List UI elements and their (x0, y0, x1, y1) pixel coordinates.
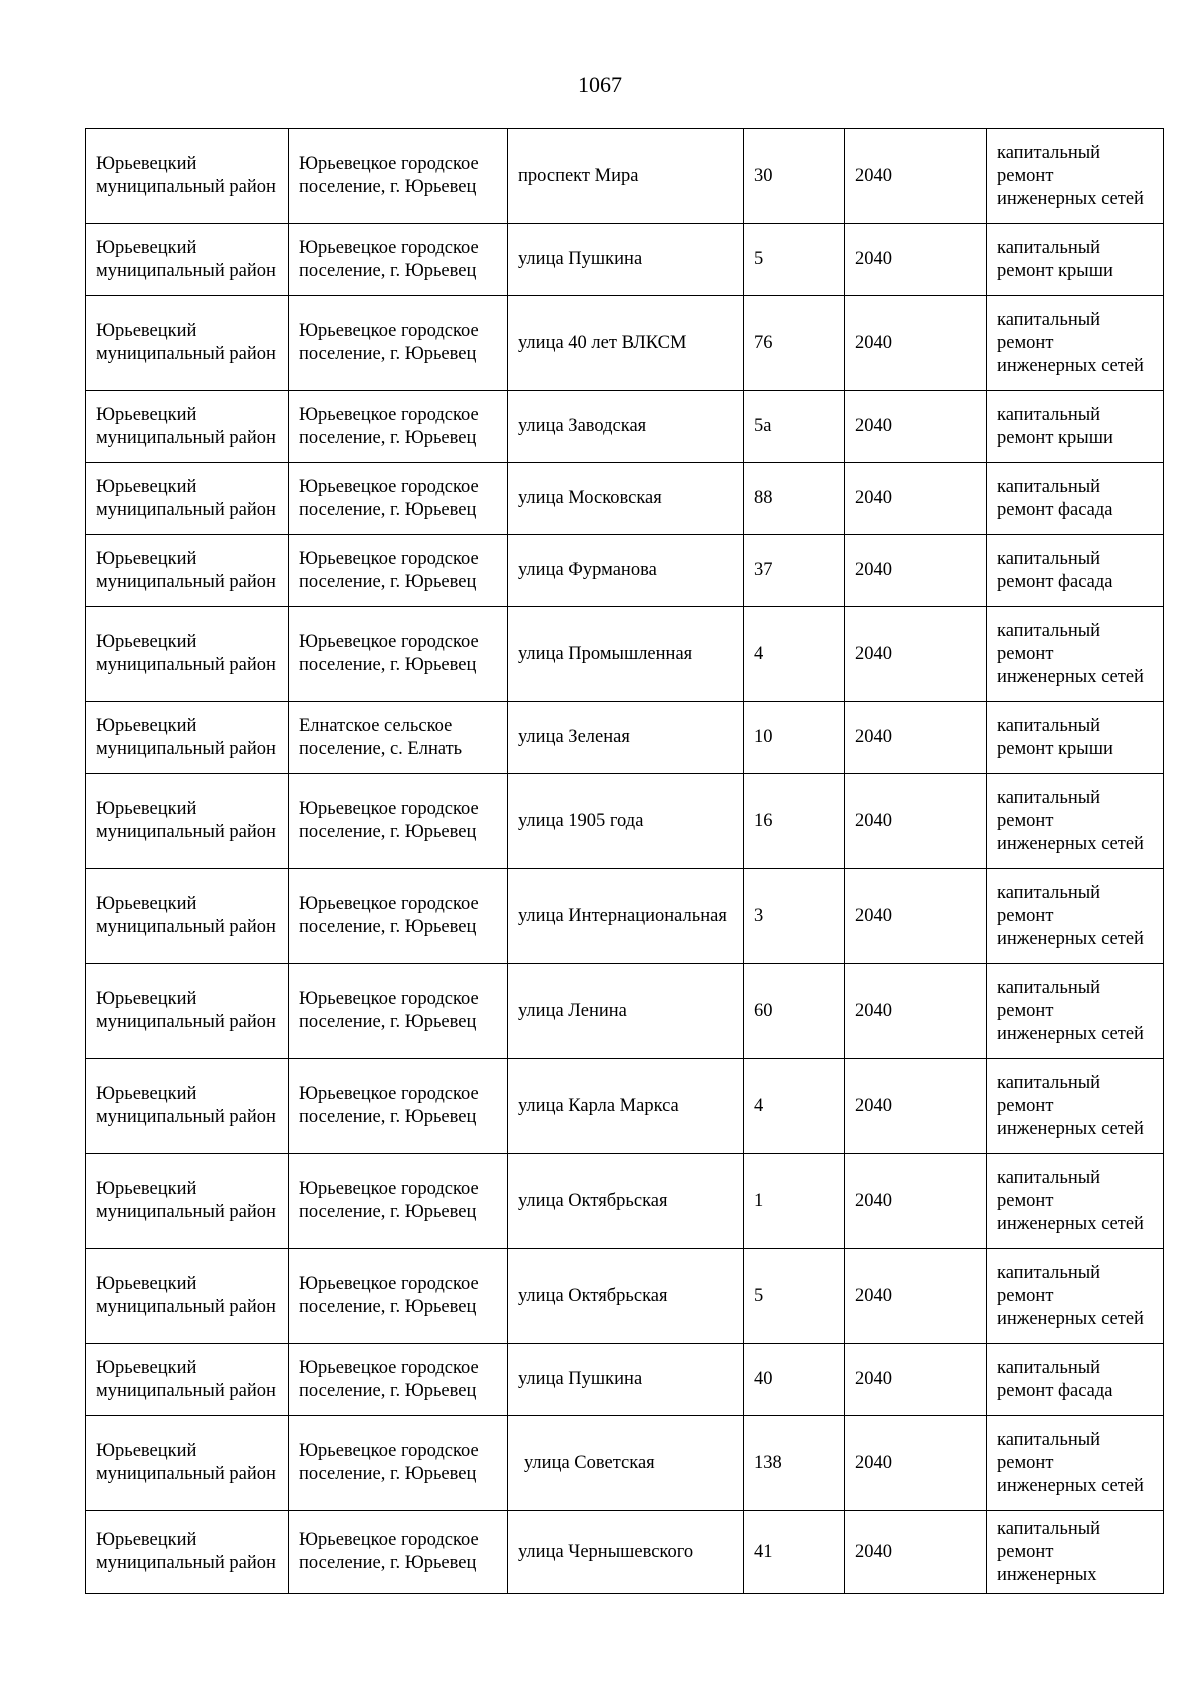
table-row (86, 1154, 1164, 1249)
settlement-cell: Юрьевецкое городское поселение, г. Юрьевец (289, 1511, 508, 1594)
settlement-cell: Елнатское сельское поселение, с. Елнать (289, 702, 508, 774)
work-type-cell: капитальный ремонт инженерных сетей (987, 607, 1164, 702)
street-cell: улица Чернышевского (508, 1511, 744, 1594)
district-cell: Юрьевецкий муниципальный район (86, 296, 289, 391)
year-cell: 2040 (845, 391, 987, 463)
district-cell: Юрьевецкий муниципальный район (86, 129, 289, 224)
house-number-cell: 41 (744, 1511, 845, 1594)
street-cell: улица Промышленная (508, 607, 744, 702)
settlement-cell: Юрьевецкое городское поселение, г. Юрьевец (289, 1059, 508, 1154)
district-cell: Юрьевецкий муниципальный район (86, 774, 289, 869)
year-cell: 2040 (845, 1059, 987, 1154)
street-cell: улица Советская (508, 1416, 744, 1511)
table-row (86, 964, 1164, 1059)
work-type-cell: капитальный ремонт инженерных сетей (987, 1059, 1164, 1154)
house-number-cell: 3 (744, 869, 845, 964)
street-cell: улица Ленина (508, 964, 744, 1059)
house-number-cell: 37 (744, 535, 845, 607)
district-cell: Юрьевецкий муниципальный район (86, 224, 289, 296)
work-type-cell: капитальный ремонт фасада (987, 1344, 1164, 1416)
year-cell: 2040 (845, 607, 987, 702)
street-cell: улица Октябрьская (508, 1154, 744, 1249)
settlement-cell: Юрьевецкое городское поселение, г. Юрьевец (289, 1249, 508, 1344)
house-number-cell: 1 (744, 1154, 845, 1249)
table-row (86, 1249, 1164, 1344)
settlement-cell: Юрьевецкое городское поселение, г. Юрьевец (289, 607, 508, 702)
year-cell: 2040 (845, 1416, 987, 1511)
settlement-cell: Юрьевецкое городское поселение, г. Юрьевец (289, 1344, 508, 1416)
work-type-cell: капитальный ремонт инженерных сетей (987, 1249, 1164, 1344)
table-row (86, 1416, 1164, 1511)
work-type-cell: капитальный ремонт крыши (987, 702, 1164, 774)
settlement-cell: Юрьевецкое городское поселение, г. Юрьевец (289, 463, 508, 535)
year-cell: 2040 (845, 1511, 987, 1594)
house-number-cell: 16 (744, 774, 845, 869)
street-cell: улица Интернациональная (508, 869, 744, 964)
street-cell: улица Октябрьская (508, 1249, 744, 1344)
district-cell: Юрьевецкий муниципальный район (86, 1416, 289, 1511)
table-row (86, 296, 1164, 391)
district-cell: Юрьевецкий муниципальный район (86, 964, 289, 1059)
year-cell: 2040 (845, 702, 987, 774)
table-row (86, 607, 1164, 702)
year-cell: 2040 (845, 774, 987, 869)
house-number-cell: 88 (744, 463, 845, 535)
street-cell: улица 1905 года (508, 774, 744, 869)
repair-schedule-table (85, 128, 1164, 1594)
table-row (86, 224, 1164, 296)
street-cell: улица Московская (508, 463, 744, 535)
work-type-cell: капитальный ремонт фасада (987, 535, 1164, 607)
work-type-cell: капитальный ремонт инженерных сетей (987, 1154, 1164, 1249)
year-cell: 2040 (845, 1154, 987, 1249)
street-cell: улица Пушкина (508, 1344, 744, 1416)
street-cell: улица Заводская (508, 391, 744, 463)
street-cell: улица Зеленая (508, 702, 744, 774)
street-cell: проспект Мира (508, 129, 744, 224)
table-row (86, 774, 1164, 869)
work-type-cell: капитальный ремонт фасада (987, 463, 1164, 535)
year-cell: 2040 (845, 129, 987, 224)
year-cell: 2040 (845, 869, 987, 964)
year-cell: 2040 (845, 1344, 987, 1416)
house-number-cell: 5 (744, 224, 845, 296)
year-cell: 2040 (845, 1249, 987, 1344)
house-number-cell: 4 (744, 607, 845, 702)
street-cell: улица Карла Маркса (508, 1059, 744, 1154)
table-row (86, 463, 1164, 535)
work-type-cell: капитальный ремонт инженерных сетей (987, 964, 1164, 1059)
year-cell: 2040 (845, 535, 987, 607)
work-type-cell: капитальный ремонт инженерных сетей (987, 1416, 1164, 1511)
settlement-cell: Юрьевецкое городское поселение, г. Юрьевец (289, 1154, 508, 1249)
work-type-cell: капитальный ремонт крыши (987, 391, 1164, 463)
table-row (86, 702, 1164, 774)
house-number-cell: 60 (744, 964, 845, 1059)
settlement-cell: Юрьевецкое городское поселение, г. Юрьевец (289, 1416, 508, 1511)
district-cell: Юрьевецкий муниципальный район (86, 463, 289, 535)
district-cell: Юрьевецкий муниципальный район (86, 702, 289, 774)
work-type-cell: капитальный ремонт крыши (987, 224, 1164, 296)
district-cell: Юрьевецкий муниципальный район (86, 1059, 289, 1154)
house-number-cell: 10 (744, 702, 845, 774)
settlement-cell: Юрьевецкое городское поселение, г. Юрьевец (289, 774, 508, 869)
house-number-cell: 4 (744, 1059, 845, 1154)
settlement-cell: Юрьевецкое городское поселение, г. Юрьевец (289, 869, 508, 964)
work-type-cell: капитальный ремонт инженерных сетей (987, 774, 1164, 869)
table-row (86, 869, 1164, 964)
work-type-cell: капитальный ремонт инженерных сетей (987, 869, 1164, 964)
work-type-cell: капитальный ремонт инженерных сетей (987, 129, 1164, 224)
house-number-cell: 76 (744, 296, 845, 391)
house-number-cell: 5 (744, 1249, 845, 1344)
district-cell: Юрьевецкий муниципальный район (86, 535, 289, 607)
district-cell: Юрьевецкий муниципальный район (86, 1154, 289, 1249)
work-type-cell: капитальный ремонт инженерных сетей (987, 296, 1164, 391)
work-type-cell: капитальный ремонт инженерных (987, 1511, 1164, 1594)
year-cell: 2040 (845, 463, 987, 535)
year-cell: 2040 (845, 224, 987, 296)
house-number-cell: 30 (744, 129, 845, 224)
district-cell: Юрьевецкий муниципальный район (86, 1249, 289, 1344)
district-cell: Юрьевецкий муниципальный район (86, 607, 289, 702)
table-row (86, 535, 1164, 607)
settlement-cell: Юрьевецкое городское поселение, г. Юрьевец (289, 535, 508, 607)
table-row (86, 1511, 1164, 1594)
street-cell: улица Фурманова (508, 535, 744, 607)
table-row (86, 129, 1164, 224)
street-cell: улица Пушкина (508, 224, 744, 296)
district-cell: Юрьевецкий муниципальный район (86, 1344, 289, 1416)
table-row (86, 391, 1164, 463)
district-cell: Юрьевецкий муниципальный район (86, 869, 289, 964)
settlement-cell: Юрьевецкое городское поселение, г. Юрьевец (289, 391, 508, 463)
page-number: 1067 (578, 72, 622, 97)
district-cell: Юрьевецкий муниципальный район (86, 391, 289, 463)
settlement-cell: Юрьевецкое городское поселение, г. Юрьевец (289, 129, 508, 224)
house-number-cell: 5а (744, 391, 845, 463)
table-row (86, 1059, 1164, 1154)
house-number-cell: 40 (744, 1344, 845, 1416)
table-row (86, 1344, 1164, 1416)
settlement-cell: Юрьевецкое городское поселение, г. Юрьевец (289, 964, 508, 1059)
house-number-cell: 138 (744, 1416, 845, 1511)
year-cell: 2040 (845, 964, 987, 1059)
district-cell: Юрьевецкий муниципальный район (86, 1511, 289, 1594)
street-cell: улица 40 лет ВЛКСМ (508, 296, 744, 391)
year-cell: 2040 (845, 296, 987, 391)
settlement-cell: Юрьевецкое городское поселение, г. Юрьевец (289, 224, 508, 296)
settlement-cell: Юрьевецкое городское поселение, г. Юрьевец (289, 296, 508, 391)
